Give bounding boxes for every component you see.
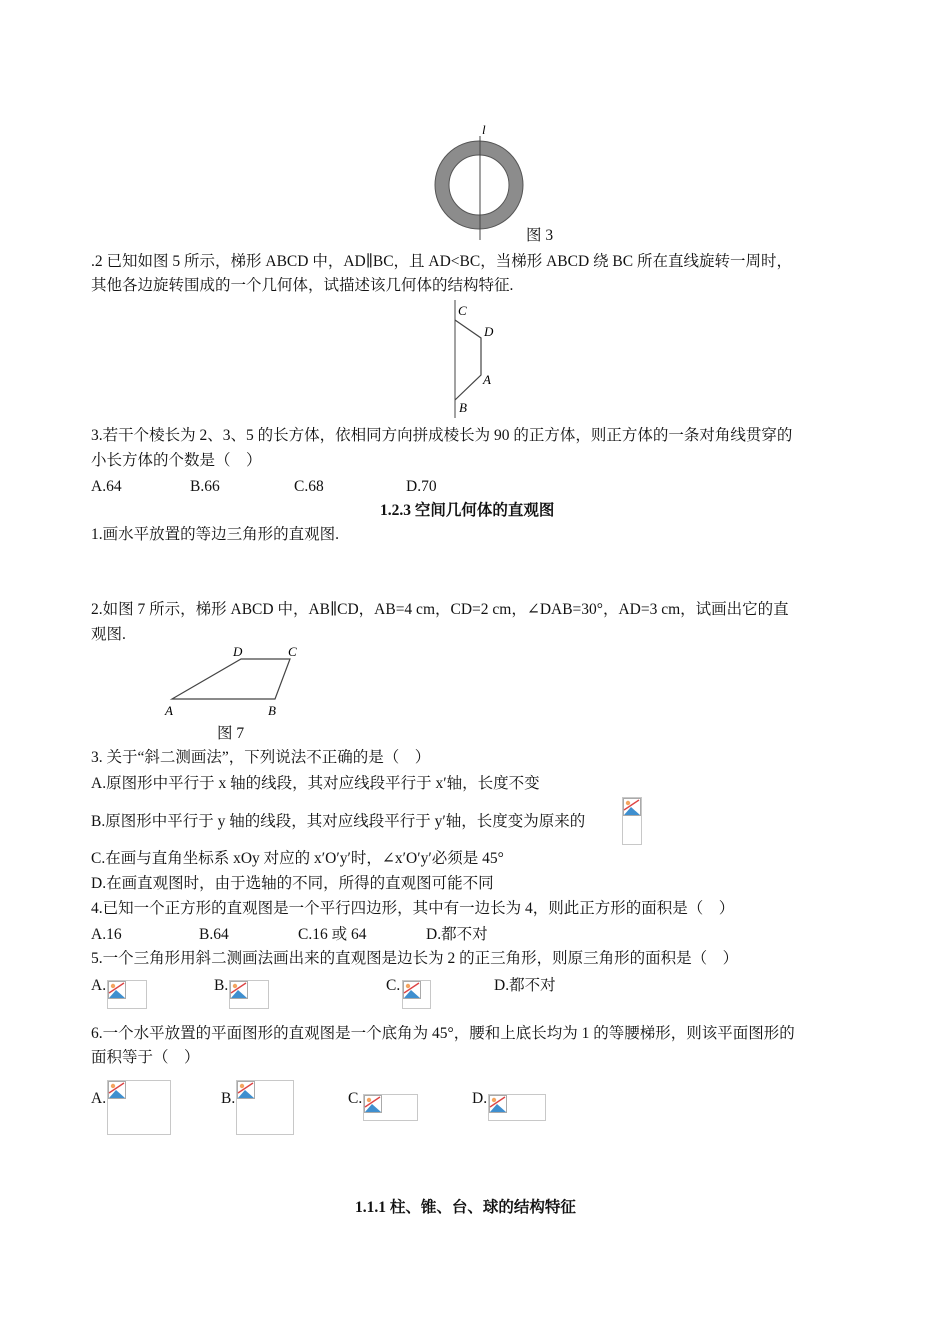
broken-image-q5-c — [402, 980, 431, 1009]
broken-image-icon — [364, 1095, 382, 1113]
fig3-axis-label: l — [482, 122, 486, 137]
s2-question-5-option-c: C. — [386, 977, 401, 994]
q-cubes-line1: 3.若干个棱长为 2、3、5 的长方体，依相同方向拼成棱长为 90 的正方体，则正方体的一条对角线贯穿的 — [91, 427, 793, 444]
s2-question-4-option-c: C.16 或 64 — [298, 926, 367, 943]
s2-question-3-option-c: C.在画与直角坐标系 xOy 对应的 x′O′y′时，∠x′O′y′必须是 45° — [91, 850, 504, 867]
broken-image-q5-a — [107, 980, 147, 1009]
s2-question-6-option-d: D. — [472, 1090, 488, 1107]
broken-image-icon — [108, 1081, 126, 1099]
q-rotation-line2: 其他各边旋转围成的一个几何体，试描述该几何体的结构特征. — [91, 277, 514, 294]
s2-question-4-option-b: B.64 — [199, 926, 229, 943]
broken-image-icon — [108, 981, 126, 999]
fig7-label-d: D — [233, 644, 243, 659]
broken-image-icon — [237, 1081, 255, 1099]
s2-question-6-line1: 6.一个水平放置的平面图形的直观图是一个底角为 45°，腰和上底长均为 1 的等腰梯形，则该平面图形的 — [91, 1025, 795, 1042]
s2-question-5-option-b: B. — [214, 977, 229, 994]
broken-image-icon — [489, 1095, 507, 1113]
section-heading-1-2-3: 1.2.3 空间几何体的直观图 — [380, 502, 555, 519]
s2-question-3-stem: 3. 关于“斜二测画法”，下列说法不正确的是（ ） — [91, 749, 431, 766]
fig7-caption: 图 7 — [217, 725, 245, 742]
broken-image-icon — [623, 798, 641, 816]
s2-question-4-option-d: D.都不对 — [426, 926, 488, 943]
q-cubes-option-a: A.64 — [91, 478, 122, 495]
broken-image-q6-d — [488, 1094, 546, 1121]
s2-question-4-option-a: A.16 — [91, 926, 122, 943]
figure-7-trapezoid — [160, 642, 310, 722]
s2-question-5-stem: 5.一个三角形用斜二测画法画出来的直观图是边长为 2 的正三角形，则原三角形的面积是（ ） — [91, 950, 739, 967]
s2-question-6-line2: 面积等于（ ） — [91, 1049, 200, 1066]
s2-question-1: 1.画水平放置的等边三角形的直观图. — [91, 526, 340, 543]
figure-3-ring — [425, 118, 535, 243]
fig7-label-b: B — [268, 703, 276, 718]
broken-image-fraction — [622, 797, 642, 845]
q-rotation-line1: .2 已知如图 5 所示，梯形 ABCD 中，AD∥BC，且 AD<BC，当梯形 ABCD 绕 BC 所在直线旋转一周时， — [91, 253, 792, 270]
figure-5-trapezoid — [440, 298, 510, 420]
s2-question-2-line1: 2.如图 7 所示，梯形 ABCD 中，AB∥CD，AB=4 cm，CD=2 cm，∠DAB=30°，AD=3 cm，试画出它的直 — [91, 601, 789, 618]
q-cubes-line2: 小长方体的个数是（ ） — [91, 452, 262, 469]
s2-question-6-option-c: C. — [348, 1090, 363, 1107]
fig3-caption: 图 3 — [526, 227, 554, 244]
broken-image-q5-b — [229, 980, 269, 1009]
fig5-label-b: B — [459, 400, 467, 415]
fig5-label-d: D — [484, 324, 494, 339]
broken-image-icon — [230, 981, 248, 999]
s2-question-3-option-b: B.原图形中平行于 y 轴的线段，其对应线段平行于 y′轴，长度变为原来的 — [91, 813, 586, 830]
s2-question-5-option-d: D.都不对 — [494, 977, 556, 994]
broken-image-q6-b — [236, 1080, 294, 1135]
section-heading-1-1-1: 1.1.1 柱、锥、台、球的结构特征 — [355, 1199, 576, 1216]
s2-question-3-option-d: D.在画直观图时，由于选轴的不同，所得的直观图可能不同 — [91, 875, 494, 892]
q-cubes-option-b: B.66 — [190, 478, 220, 495]
s2-question-2-line2: 观图. — [91, 626, 126, 643]
q-cubes-option-c: C.68 — [294, 478, 324, 495]
q-cubes-option-d: D.70 — [406, 478, 437, 495]
s2-question-6-option-b: B. — [221, 1090, 236, 1107]
broken-image-q6-c — [363, 1094, 418, 1121]
fig7-label-c: C — [288, 644, 297, 659]
s2-question-6-option-a: A. — [91, 1090, 107, 1107]
broken-image-q6-a — [107, 1080, 171, 1135]
fig5-label-a: A — [483, 372, 491, 387]
s2-question-3-option-a: A.原图形中平行于 x 轴的线段，其对应线段平行于 x′轴，长度不变 — [91, 775, 540, 792]
s2-question-5-option-a: A. — [91, 977, 107, 994]
s2-question-4-stem: 4.已知一个正方形的直观图是一个平行四边形，其中有一边长为 4，则此正方形的面积是（ ） — [91, 900, 735, 917]
fig7-label-a: A — [165, 703, 173, 718]
fig5-label-c: C — [458, 303, 467, 318]
broken-image-icon — [403, 981, 421, 999]
